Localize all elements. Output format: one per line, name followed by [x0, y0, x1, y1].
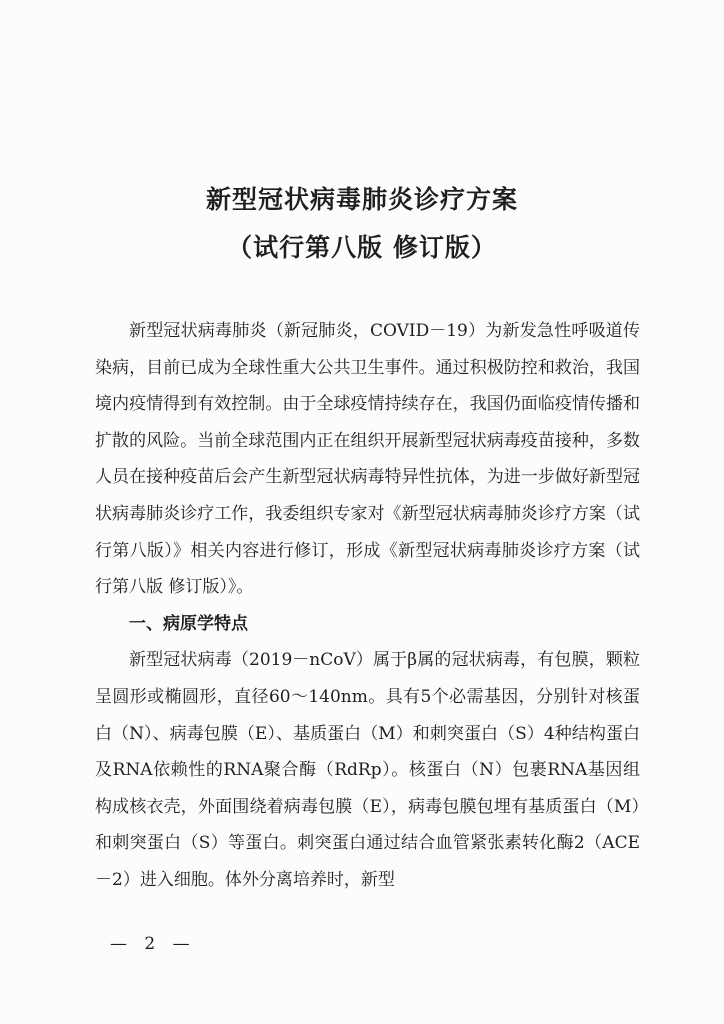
document-title: 新型冠状病毒肺炎诊疗方案 [205, 185, 518, 214]
section-heading: 一、病原学特点 [129, 613, 248, 634]
document-body [95, 313, 640, 899]
page-number: — 2 — [110, 934, 196, 954]
intro-paragraph: 新型冠状病毒肺炎（新冠肺炎，COVID－19）为新发急性呼吸道传染病，目前已成为全球性重大公共卫生事件。通过积极防控和救治，我国境内疫情得到有效控制。由于全球疫情持续存在，我国仍面临疫情传播和扩散的风险。当前全球范围内正在组织开展新型冠状病毒疫苗接种，多数人员在接种疫苗后会产生新型冠状病毒特异性抗体，为进一步做好新型冠状病毒肺炎诊疗工作，我委组织专家对《新型冠状病毒肺炎诊疗方案（试行第八版）》相关内容进行修订，形成《新型冠状病毒肺炎诊疗方案（试行第八版 修订版）》。 [95, 321, 640, 598]
document-subtitle: （试行第八版 修订版） [227, 233, 497, 262]
section-paragraph: 新型冠状病毒（2019－nCoV）属于β属的冠状病毒，有包膜，颗粒呈圆形或椭圆形，直径60～140nm。具有5个必需基因，分别针对核蛋白（N）、病毒包膜（E）、基质蛋白（M）和刺突蛋白（S）4种结构蛋白及RNA依赖性的RNA聚合酶（RdRp）。核蛋白（N）包裹RNA基因组构成核衣壳，外面围绕着病毒包膜（E），病毒包膜包埋有基质蛋白（M）和刺突蛋白（S）等蛋白。刺突蛋白通过结合血管紧张素转化酶2（ACE－2）进入细胞。体外分离培养时，新型 [95, 650, 640, 890]
